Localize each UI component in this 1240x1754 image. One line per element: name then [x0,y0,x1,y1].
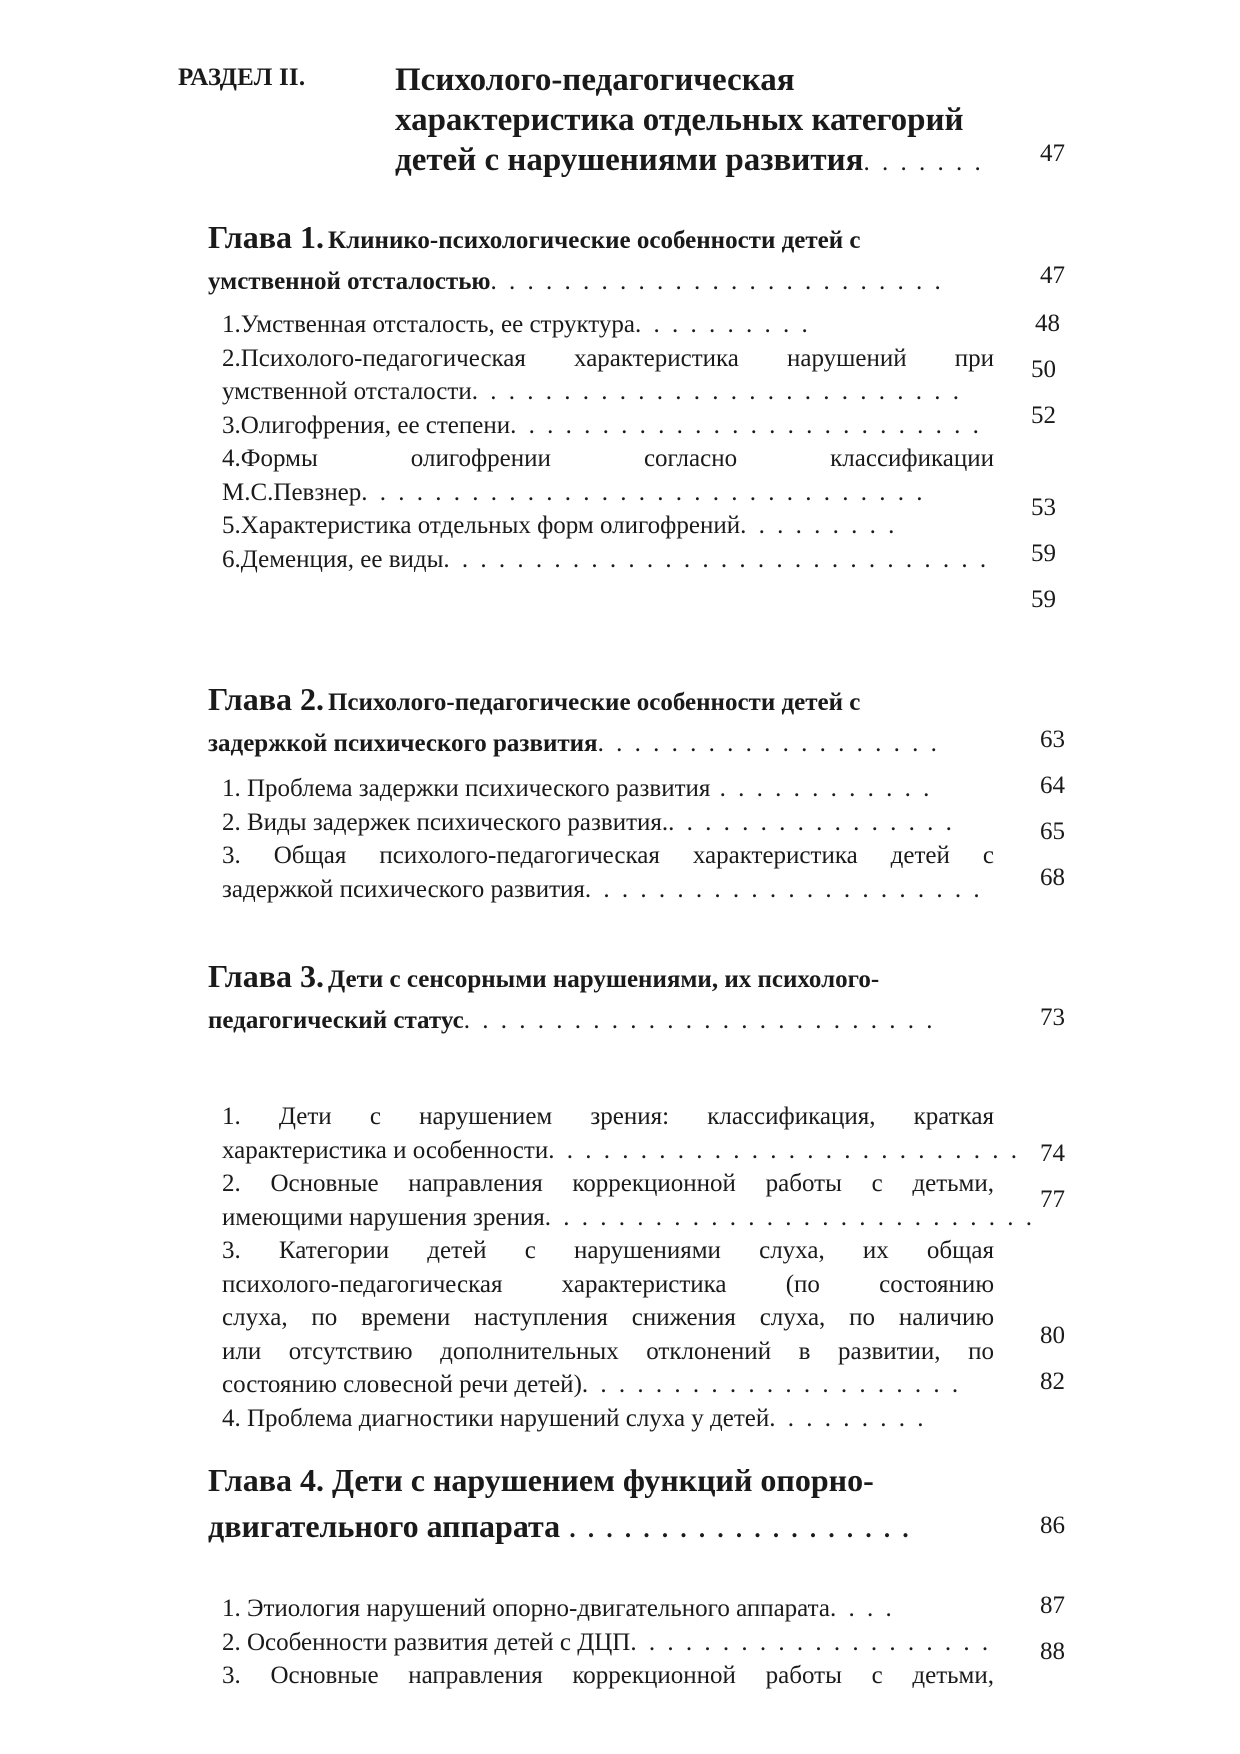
toc-item: 3. Основные направления коррекционной работы с детьми, [222,1662,994,1689]
toc-item: 4. Проблема диагностики нарушений слуха у детей. . . . . . . . . [222,1404,927,1432]
chapter-4-items [222,1592,994,1693]
page-number: 59 [1031,586,1056,613]
section-page: 47 [1040,140,1065,167]
toc-item: 3. Категории детей с нарушениями слуха, их общая [222,1237,994,1264]
chapter-3-title-line-1: Дети с сенсорными нарушениями, их психолого- [327,966,880,993]
section-title-line-2: характеристика отдельных категорий [395,102,964,138]
chapter-4-heading: Глава 4. Дети с нарушением функций опорно- двигательного аппарата . . . . . . . . . . . . . . . . . . . [208,1462,912,1544]
page-number: 80 [1040,1322,1065,1349]
chapter-2-label: Глава 2. [208,681,324,717]
toc-item: 2. Особенности развития детей с ДЦП. . . . . . . . . . . . . . . . . . . . [222,1628,992,1656]
chapter-2-title-line-2: задержкой психического развития [208,730,598,757]
toc-item-cont: или отсутствию дополнительных отклонений в развитии, по [222,1337,994,1365]
page-number: 82 [1040,1368,1065,1395]
page-number: 52 [1031,402,1056,429]
page-number: 64 [1040,772,1065,799]
page-number: 77 [1040,1186,1065,1213]
toc-item-cont: М.С.Певзнер. . . . . . . . . . . . . . . . . . . . . . . . . . . . . . . [222,478,926,506]
toc-item: 3.Олигофрения, ее степени. . . . . . . . . . . . . . . . . . . . . . . . . . [222,411,982,439]
page-number: 88 [1040,1638,1065,1665]
toc-item: 2.Психолого-педагогическая характеристика нарушений при [222,344,994,372]
chapter-3-label: Глава 3. [208,958,324,994]
toc-item: 6.Деменция, ее виды. . . . . . . . . . . . . . . . . . . . . . . . . . . . . . [222,545,990,573]
chapter-1-page: 47 [1040,262,1065,289]
toc-item: 2. Виды задержек психического развития.. . . . . . . . . . . . . . . . [222,808,955,836]
page-number: 48 [1035,310,1060,337]
toc-item: 1. Дети с нарушением зрения: классификация, краткая [222,1103,994,1130]
chapter-4-page: 86 [1040,1512,1065,1539]
chapter-2-items [222,772,994,906]
chapter-3-heading: Глава 3. Дети с сенсорными нарушениями, их психолого- педагогический статус. . . . . . . . . . . . . . . . . . . . . . . . . . [208,958,936,1034]
chapter-1-title-line-1: Клинико-психологические особенности детей с [327,227,861,254]
section-title-line-1: Психолого-педагогическая [395,62,795,98]
toc-item: 2. Основные направления коррекционной работы с детьми, [222,1170,994,1197]
chapter-3-page: 73 [1040,1004,1065,1031]
chapter-2-heading: Глава 2. Психолого-педагогические особенности детей с задержкой психического развития. . . . . . . . . . . . . . . . . . . [208,681,940,757]
toc-item: 1. Проблема задержки психического развития . . . . . . . . . . . . [222,775,933,802]
section-title-line-3: детей с нарушениями развития. . . . . . . [395,142,984,178]
page-number: 68 [1040,864,1065,891]
page-number: 87 [1040,1592,1065,1619]
chapter-1-label: Глава 1. [208,219,324,255]
toc-item: 1.Умственная отсталость, ее структура. . . . . . . . . . [222,311,811,338]
chapter-4-title-line-1: Дети с нарушением функций опорно- [331,1462,874,1498]
page-number: 53 [1031,494,1056,521]
toc-item: 4.Формы олигофрении согласно классификации [222,445,994,472]
toc-item: 3. Общая психолого-педагогическая характеристика детей с [222,842,994,869]
toc-item-cont: характеристика и особенности. . . . . . . . . . . . . . . . . . . . . . . . . . [222,1136,1020,1164]
page-number: 74 [1040,1140,1065,1167]
toc-item: 1. Этиология нарушений опорно-двигательного аппарата. . . . [222,1595,895,1622]
toc-item-cont: психолого-педагогическая характеристика (по состоянию [222,1270,994,1298]
section-title [395,60,984,183]
page-number: 65 [1040,818,1065,845]
toc-item-cont: имеющими нарушения зрения. . . . . . . . . . . . . . . . . . . . . . . . . . . [222,1203,1036,1231]
toc-item-cont: задержкой психического развития. . . . . . . . . . . . . . . . . . . . . . [222,875,983,903]
chapter-1-title-line-2: умственной отсталостью [208,268,491,295]
chapter-1-items [222,308,994,576]
chapter-3-title-line-2: педагогический статус [208,1007,464,1034]
toc-item-cont: умственной отсталости. . . . . . . . . . . . . . . . . . . . . . . . . . . [222,378,962,405]
chapter-2-title-line-1: Психолого-педагогические особенности детей с [327,689,861,716]
toc-item: 5.Характеристика отдельных форм олигофрений. . . . . . . . . [222,512,898,539]
page-number: 50 [1031,356,1056,383]
chapter-4-title-line-2: двигательного аппарата [208,1508,561,1544]
chapter-4-label: Глава 4. [208,1462,324,1498]
chapter-3-items [222,1100,1035,1435]
page-number: 59 [1031,540,1056,567]
toc-item-cont: слуха, по времени наступления снижения слуха, по наличию [222,1304,994,1331]
section-label: РАЗДЕЛ II. [178,64,306,91]
chapter-2-page: 63 [1040,726,1065,753]
toc-item-cont: состоянию словесной речи детей). . . . . . . . . . . . . . . . . . . . . [222,1371,962,1398]
chapter-1-heading: Глава 1. Клинико-психологические особенности детей с умственной отсталостью. . . . . . . . . . . . . . . . . . . . . . . . . [208,219,944,295]
